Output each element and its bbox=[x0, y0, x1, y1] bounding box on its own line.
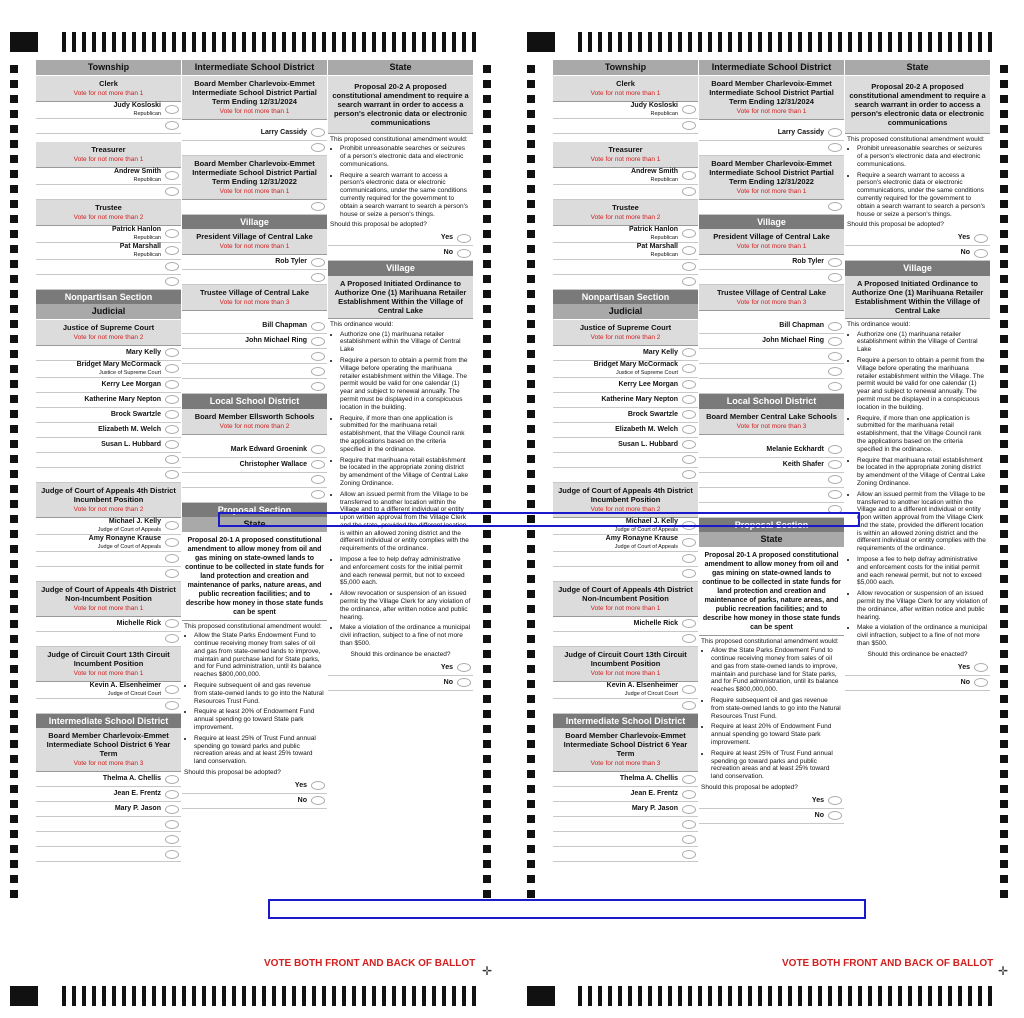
write-in-row[interactable] bbox=[36, 847, 181, 862]
write-in-row[interactable] bbox=[699, 200, 844, 215]
proposal-20-1-title: Proposal 20-1 A proposed constitutional amendment to allow money from oil and gas mining on state-owned lands to continue to be collected in state funds for land protection and creation and maintenance of parks, nature areas, and public recreation facilities; and to describe how money in those state funds can be spent bbox=[182, 533, 327, 621]
candidate-row[interactable]: Jean E. Frentz bbox=[36, 787, 181, 802]
write-in-row[interactable] bbox=[182, 364, 327, 379]
candidate-row[interactable]: Larry Cassidy bbox=[182, 126, 327, 141]
vote-oval[interactable] bbox=[165, 395, 179, 404]
local-school-header: Local School District bbox=[182, 394, 327, 409]
vote-oval[interactable] bbox=[165, 246, 179, 255]
vote-oval[interactable] bbox=[311, 781, 325, 790]
vote-oval[interactable] bbox=[682, 790, 696, 799]
vote-oval[interactable] bbox=[165, 554, 179, 563]
write-in-row[interactable] bbox=[699, 270, 844, 285]
candidate-row[interactable]: Judy Kosloski Republican bbox=[36, 102, 181, 119]
write-in-row[interactable] bbox=[553, 632, 698, 647]
state-header: State bbox=[328, 60, 473, 76]
write-in-row[interactable] bbox=[553, 275, 698, 290]
side-marks-mid-left bbox=[483, 65, 491, 898]
appeals-incumbent-office: Judge of Court of Appeals 4th District Incumbent Position Vote for not more than 2 bbox=[36, 483, 181, 518]
corner-mark bbox=[10, 986, 38, 1006]
candidate-row[interactable]: Michael J. Kelly Judge of Court of Appeals bbox=[36, 518, 181, 535]
candidate-row[interactable]: Katherine Mary Nepton bbox=[553, 393, 698, 408]
candidate-row[interactable]: John Michael Ring bbox=[182, 334, 327, 349]
no-option[interactable]: No bbox=[845, 246, 990, 261]
vote-oval[interactable] bbox=[682, 820, 696, 829]
ordinance-title: A Proposed Initiated Ordinance to Authorize One (1) Marihuana Retailer Establishment Within the Village of Central Lake bbox=[328, 276, 473, 319]
president-office: President Village of Central Lake Vote for not more than 1 bbox=[699, 229, 844, 255]
justice-office: Justice of Supreme Court Vote for not more than 2 bbox=[36, 320, 181, 346]
vote-oval[interactable] bbox=[682, 395, 696, 404]
vote-oval[interactable] bbox=[165, 380, 179, 389]
village-header: Village bbox=[328, 261, 473, 276]
write-in-row[interactable] bbox=[553, 552, 698, 567]
vote-oval[interactable] bbox=[682, 425, 696, 434]
vote-oval[interactable] bbox=[828, 352, 842, 361]
vote-oval[interactable] bbox=[828, 337, 842, 346]
candidate-row[interactable]: Patrick Hanlon Republican bbox=[36, 226, 181, 243]
state-header: State bbox=[845, 60, 990, 76]
vote-oval[interactable] bbox=[311, 352, 325, 361]
crosshair-icon: ✛ bbox=[482, 964, 493, 978]
vote-oval[interactable] bbox=[828, 811, 842, 820]
no-option[interactable]: No bbox=[328, 676, 473, 691]
candidate-row[interactable]: Jean E. Frentz bbox=[553, 787, 698, 802]
vote-oval[interactable] bbox=[682, 121, 696, 130]
timing-marks-bottom-right bbox=[578, 986, 992, 1006]
vote-oval[interactable] bbox=[457, 249, 471, 258]
yes-option[interactable]: Yes bbox=[328, 661, 473, 676]
candidate-row[interactable]: Melanie Eckhardt bbox=[699, 443, 844, 458]
isd-column-2 bbox=[699, 60, 844, 824]
candidate-row[interactable]: Mary Kelly bbox=[36, 346, 181, 361]
vote-oval[interactable] bbox=[682, 805, 696, 814]
write-in-row[interactable] bbox=[182, 200, 327, 215]
township-column-2 bbox=[553, 60, 698, 862]
state-header: State bbox=[699, 532, 844, 548]
yes-option[interactable]: Yes bbox=[845, 661, 990, 676]
proposal-section-header: Proposal Section bbox=[182, 503, 327, 518]
vote-oval[interactable] bbox=[311, 460, 325, 469]
write-in-row[interactable] bbox=[553, 847, 698, 862]
vote-oval[interactable] bbox=[828, 445, 842, 454]
vote-oval[interactable] bbox=[682, 634, 696, 643]
isd-header: Intermediate School District bbox=[182, 60, 327, 76]
vote-oval[interactable] bbox=[165, 121, 179, 130]
vote-oval[interactable] bbox=[682, 775, 696, 784]
candidate-row[interactable]: Michelle Rick bbox=[553, 617, 698, 632]
ordinance-body: This ordinance would: • Authorize one (1) marihuana retailer establishment within the Village of Central Lake • Require a person to obtain a permit from the Village before operating the marihuana retailer establishment within the Village. The permit would be valid for one calendar (1) year and subject to renewal annually. The permit must be displayed in a conspicuous location in the building. • Require, if more than one application is submitted for the marihuana retail establishment, that the Village Council rank the applications based on the criteria specified in the ordinance. • Require that marihuana retail establishment be located in the appropriate zoning district by amendment of the Village of Central Lake Zoning Ordinance. • Allow an issued permit from the Village to be transferred to another location within the Village and to a different individual or entity upon written approval from the Village Clerk and the state, provided the different location is within an allowed zoning district and the different individual or entity complies with the requirements of the ordinance. • Impose a fee to help defray administrative and enforcement costs for the initial permit and each renewal permit, but not to exceed $5,000 each. • Allow revocation or suspension of an issued permit by the Village Clerk for any violation of the ordinance, after written notice and public hearing. • Make a violation of the ordinance a municipal civil infraction, subject to a fine of not more than $500. Should this ordinance be enacted? bbox=[845, 319, 990, 661]
isd-header: Intermediate School District bbox=[699, 60, 844, 76]
appeals-nonincumbent-office: Judge of Court of Appeals 4th District Non-Incumbent Position Vote for not more than 1 bbox=[36, 582, 181, 617]
highlight-box bbox=[268, 899, 866, 919]
vote-oval[interactable] bbox=[682, 440, 696, 449]
side-marks-mid-right bbox=[527, 65, 535, 898]
vote-oval[interactable] bbox=[682, 105, 696, 114]
write-in-row[interactable] bbox=[699, 349, 844, 364]
vote-oval[interactable] bbox=[828, 460, 842, 469]
candidate-row[interactable]: Rob Tyler bbox=[699, 255, 844, 270]
judicial-header: Judicial bbox=[553, 304, 698, 320]
vote-oval[interactable] bbox=[165, 521, 179, 530]
vote-oval[interactable] bbox=[828, 490, 842, 499]
candidate-row[interactable]: Thelma A. Chellis bbox=[553, 772, 698, 787]
proposal-20-1-body: This proposed constitutional amendment would: • Allow the State Parks Endowment Fund to continue receiving money from sales of oil and gas from state-owned lands to improve, maintain and purchase land for State parks, and for Fund administration, until its balance reaches $800,000,000. • Require subsequent oil and gas revenue from state-owned lands to go into the Natural Resources Trust Fund. • Require at least 20% of Endowment Fund annual spending go toward State park improvement. • Require at least 25% of Trust Fund annual spending go toward parks and public recreation areas and at least 25% toward land conservation. Should this proposal be adopted? bbox=[699, 636, 844, 794]
isd-board-office: Board Member Charlevoix-Emmet Intermediate School District 6 Year Term Vote for not more than 3 bbox=[36, 728, 181, 772]
vote-oval[interactable] bbox=[682, 277, 696, 286]
candidate-row[interactable]: Bridget Mary McCormack Justice of Supreme Court bbox=[36, 361, 181, 378]
write-in-row[interactable] bbox=[36, 275, 181, 290]
candidate-row[interactable]: Thelma A. Chellis bbox=[36, 772, 181, 787]
corner-mark bbox=[527, 986, 555, 1006]
write-in-row[interactable] bbox=[553, 260, 698, 275]
write-in-row[interactable] bbox=[699, 473, 844, 488]
write-in-row[interactable] bbox=[699, 379, 844, 394]
isd-board-2024-office: Board Member Charlevoix-Emmet Intermediate School District Partial Term Ending 12/31/2024 Vote for not more than 1 bbox=[182, 76, 327, 120]
vote-oval[interactable] bbox=[165, 455, 179, 464]
isd-board-office: Board Member Charlevoix-Emmet Intermediate School District 6 Year Term Vote for not more than 3 bbox=[553, 728, 698, 772]
state-header: State bbox=[182, 517, 327, 533]
candidate-row[interactable]: Kerry Lee Morgan bbox=[36, 378, 181, 393]
vote-oval[interactable] bbox=[311, 322, 325, 331]
candidate-row[interactable]: Kerry Lee Morgan bbox=[553, 378, 698, 393]
vote-oval[interactable] bbox=[311, 445, 325, 454]
candidate-row[interactable]: Michael J. Kelly Judge of Court of Appeals bbox=[553, 518, 698, 535]
vote-oval[interactable] bbox=[828, 202, 842, 211]
vote-oval[interactable] bbox=[165, 410, 179, 419]
candidate-row[interactable]: Susan L. Hubbard bbox=[36, 438, 181, 453]
vote-oval[interactable] bbox=[165, 277, 179, 286]
no-option[interactable]: No bbox=[845, 676, 990, 691]
write-in-row[interactable] bbox=[553, 119, 698, 134]
vote-oval[interactable] bbox=[311, 337, 325, 346]
write-in-row[interactable] bbox=[553, 468, 698, 483]
clerk-office: Clerk Vote for not more than 1 bbox=[553, 76, 698, 102]
village-header: Village bbox=[699, 215, 844, 230]
candidate-row[interactable]: Amy Ronayne Krause Judge of Court of Appeals bbox=[553, 535, 698, 552]
vote-oval[interactable] bbox=[682, 685, 696, 694]
trustee-office: Trustee Vote for not more than 2 bbox=[553, 200, 698, 226]
write-in-row[interactable] bbox=[36, 185, 181, 200]
footer-instruction: VOTE BOTH FRONT AND BACK OF BALLOT bbox=[264, 958, 476, 969]
clerk-office: Clerk Vote for not more than 1 bbox=[36, 76, 181, 102]
write-in-row[interactable] bbox=[699, 364, 844, 379]
candidate-row[interactable]: Pat Marshall Republican bbox=[553, 243, 698, 260]
candidate-row[interactable]: Amy Ronayne Krause Judge of Court of Appeals bbox=[36, 535, 181, 552]
vote-oval[interactable] bbox=[165, 619, 179, 628]
yes-option[interactable]: Yes bbox=[328, 231, 473, 246]
vote-oval[interactable] bbox=[165, 775, 179, 784]
vote-oval[interactable] bbox=[311, 258, 325, 267]
vote-oval[interactable] bbox=[165, 569, 179, 578]
write-in-row[interactable] bbox=[553, 699, 698, 714]
candidate-row[interactable]: Mary P. Jason bbox=[36, 802, 181, 817]
candidate-row[interactable]: Rob Tyler bbox=[182, 255, 327, 270]
vote-oval[interactable] bbox=[311, 143, 325, 152]
vote-oval[interactable] bbox=[828, 258, 842, 267]
candidate-row[interactable]: Mark Edward Groenink bbox=[182, 443, 327, 458]
candidate-row[interactable]: Mary P. Jason bbox=[553, 802, 698, 817]
township-header: Township bbox=[553, 60, 698, 76]
isd-section-header: Intermediate School District bbox=[36, 714, 181, 729]
isd-board-2022-office: Board Member Charlevoix-Emmet Intermediate School District Partial Term Ending 12/31/2022 Vote for not more than 1 bbox=[699, 156, 844, 200]
write-in-row[interactable] bbox=[553, 567, 698, 582]
vote-oval[interactable] bbox=[682, 619, 696, 628]
local-school-header: Local School District bbox=[699, 394, 844, 409]
crosshair-icon: ✛ bbox=[998, 964, 1009, 978]
write-in-row[interactable] bbox=[36, 699, 181, 714]
vote-oval[interactable] bbox=[165, 701, 179, 710]
yes-option[interactable]: Yes bbox=[182, 779, 327, 794]
vote-oval[interactable] bbox=[457, 663, 471, 672]
write-in-row[interactable] bbox=[36, 632, 181, 647]
nonpartisan-section-header: Nonpartisan Section bbox=[36, 290, 181, 305]
vote-oval[interactable] bbox=[682, 262, 696, 271]
vote-oval[interactable] bbox=[165, 187, 179, 196]
candidate-row[interactable]: Katherine Mary Nepton bbox=[36, 393, 181, 408]
village-trustee-office: Trustee Village of Central Lake Vote for not more than 3 bbox=[182, 285, 327, 311]
write-in-row[interactable] bbox=[182, 379, 327, 394]
vote-oval[interactable] bbox=[682, 229, 696, 238]
vote-oval[interactable] bbox=[311, 367, 325, 376]
vote-oval[interactable] bbox=[828, 143, 842, 152]
appeals-nonincumbent-office: Judge of Court of Appeals 4th District Non-Incumbent Position Vote for not more than 1 bbox=[553, 582, 698, 617]
no-option[interactable]: No bbox=[328, 246, 473, 261]
corner-mark bbox=[527, 32, 555, 52]
proposal-20-2-body: This proposed constitutional amendment would: • Prohibit unreasonable searches or seizures of a person's electronic data and electronic communications. • Require a search warrant to access a person's electronic data or electronic communications, under the same conditions currently required for the government to obtain a search warrant to search a person's house or seize a person's things. Should this proposal be adopted? bbox=[845, 134, 990, 232]
timing-marks-top-right bbox=[578, 32, 992, 52]
judicial-header: Judicial bbox=[36, 304, 181, 320]
candidate-row[interactable]: Susan L. Hubbard bbox=[553, 438, 698, 453]
vote-oval[interactable] bbox=[682, 538, 696, 547]
village-header: Village bbox=[182, 215, 327, 230]
write-in-row[interactable] bbox=[553, 832, 698, 847]
vote-oval[interactable] bbox=[828, 382, 842, 391]
no-option[interactable]: No bbox=[699, 809, 844, 824]
candidate-row[interactable]: Brock Swartzle bbox=[553, 408, 698, 423]
highlight-box bbox=[218, 512, 860, 527]
vote-oval[interactable] bbox=[682, 410, 696, 419]
candidate-row[interactable]: Mary Kelly bbox=[553, 346, 698, 361]
write-in-row[interactable] bbox=[182, 349, 327, 364]
vote-oval[interactable] bbox=[165, 470, 179, 479]
vote-oval[interactable] bbox=[165, 171, 179, 180]
vote-oval[interactable] bbox=[682, 470, 696, 479]
vote-oval[interactable] bbox=[828, 128, 842, 137]
president-office: President Village of Central Lake Vote for not more than 1 bbox=[182, 229, 327, 255]
proposal-20-1-title: Proposal 20-1 A proposed constitutional amendment to allow money from oil and gas mining on state-owned lands to continue to be collected in state funds for land protection and creation and maintenance of parks, nature areas, and public recreation facilities; and to describe how money in those state funds can be spent bbox=[699, 548, 844, 636]
candidate-row[interactable]: Bridget Mary McCormack Justice of Supreme Court bbox=[553, 361, 698, 378]
vote-oval[interactable] bbox=[457, 234, 471, 243]
vote-oval[interactable] bbox=[682, 187, 696, 196]
no-option[interactable]: No bbox=[182, 794, 327, 809]
vote-oval[interactable] bbox=[682, 569, 696, 578]
isd-column bbox=[182, 60, 327, 809]
write-in-row[interactable] bbox=[36, 567, 181, 582]
write-in-row[interactable] bbox=[36, 552, 181, 567]
vote-oval[interactable] bbox=[165, 820, 179, 829]
timing-marks-bottom-left bbox=[62, 986, 476, 1006]
proposal-20-1-body: This proposed constitutional amendment would: • Allow the State Parks Endowment Fund to continue receiving money from sales of oil and gas from state-owned lands to improve, maintain and purchase land for State parks, and for Fund administration, until its balance reaches $800,000,000. • Require subsequent oil and gas revenue from state-owned lands to go into the Natural Resources Trust Fund. • Require at least 20% of Endowment Fund annual spending go toward State park improvement. • Require at least 25% of Trust Fund annual spending go toward parks and public recreation areas and at least 25% toward land conservation. Should this proposal be adopted? bbox=[182, 621, 327, 779]
vote-oval[interactable] bbox=[165, 835, 179, 844]
vote-oval[interactable] bbox=[682, 348, 696, 357]
vote-oval[interactable] bbox=[682, 701, 696, 710]
vote-oval[interactable] bbox=[165, 790, 179, 799]
school-board-office: Board Member Central Lake Schools Vote for not more than 3 bbox=[699, 409, 844, 435]
candidate-row[interactable]: Patrick Hanlon Republican bbox=[553, 226, 698, 243]
proposal-20-2-title: Proposal 20-2 A proposed constitutional amendment to require a search warrant in order to access a person's electronic data or electronic communications bbox=[845, 76, 990, 134]
vote-oval[interactable] bbox=[311, 490, 325, 499]
vote-oval[interactable] bbox=[974, 678, 988, 687]
state-column-2 bbox=[845, 60, 990, 691]
township-header: Township bbox=[36, 60, 181, 76]
proposal-section-header: Proposal Section bbox=[699, 518, 844, 533]
vote-oval[interactable] bbox=[682, 171, 696, 180]
vote-oval[interactable] bbox=[311, 128, 325, 137]
candidate-row[interactable]: Andrew Smith Republican bbox=[36, 168, 181, 185]
write-in-row[interactable] bbox=[553, 453, 698, 468]
vote-oval[interactable] bbox=[828, 273, 842, 282]
write-in-row[interactable] bbox=[36, 817, 181, 832]
candidate-row[interactable]: Brock Swartzle bbox=[36, 408, 181, 423]
write-in-row[interactable] bbox=[182, 473, 327, 488]
isd-section-header: Intermediate School District bbox=[553, 714, 698, 729]
vote-oval[interactable] bbox=[165, 105, 179, 114]
yes-option[interactable]: Yes bbox=[845, 231, 990, 246]
vote-oval[interactable] bbox=[165, 850, 179, 859]
circuit-office: Judge of Circuit Court 13th Circuit Incumbent Position Vote for not more than 1 bbox=[36, 647, 181, 682]
vote-oval[interactable] bbox=[682, 246, 696, 255]
school-board-office: Board Member Ellsworth Schools Vote for not more than 2 bbox=[182, 409, 327, 435]
vote-oval[interactable] bbox=[974, 234, 988, 243]
candidate-row[interactable]: Keith Shafer bbox=[699, 458, 844, 473]
vote-oval[interactable] bbox=[311, 382, 325, 391]
write-in-row[interactable] bbox=[36, 468, 181, 483]
vote-oval[interactable] bbox=[828, 475, 842, 484]
corner-mark bbox=[10, 32, 38, 52]
vote-oval[interactable] bbox=[165, 805, 179, 814]
candidate-row[interactable]: Judy Kosloski Republican bbox=[553, 102, 698, 119]
write-in-row[interactable] bbox=[182, 488, 327, 503]
vote-oval[interactable] bbox=[828, 796, 842, 805]
candidate-row[interactable]: Kevin A. Elsenheimer Judge of Circuit Court bbox=[553, 682, 698, 699]
ordinance-body: This ordinance would: • Authorize one (1) marihuana retailer establishment within the Village of Central Lake • Require a person to obtain a permit from the Village before operating the marihuana retailer establishment within the Village. The permit would be valid for one calendar (1) year and subject to renewal annually. The permit must be displayed in a conspicuous location in the building. • Require, if more than one application is submitted for the marihuana retail establishment, that the Village Council rank the applications based on the criteria specified in the ordinance. • Require that marihuana retail establishment be located in the appropriate zoning district by amendment of the Village of Central Lake Zoning Ordinance. • Allow an issued permit from the Village to be transferred to another location within the Village and to a different individual or entity upon written approval from the Village Clerk and the state, provided the different location is within an allowed zoning district and the different individual or entity complies with the requirements of the ordinance. • Impose a fee to help defray administrative and enforcement costs for the initial permit and each renewal permit, but not to exceed $5,000 each. • Allow revocation or suspension of an issued permit by the Village Clerk for any violation of the ordinance, after written notice and public hearing. • Make a violation of the ordinance a municipal civil infraction, subject to a fine of not more than $500. Should this ordinance be enacted? bbox=[328, 319, 473, 661]
vote-oval[interactable] bbox=[682, 850, 696, 859]
candidate-row[interactable]: Christopher Wallace bbox=[182, 458, 327, 473]
write-in-row[interactable] bbox=[182, 141, 327, 156]
vote-oval[interactable] bbox=[974, 663, 988, 672]
village-header: Village bbox=[845, 261, 990, 276]
vote-oval[interactable] bbox=[457, 678, 471, 687]
write-in-row[interactable] bbox=[553, 817, 698, 832]
vote-oval[interactable] bbox=[682, 554, 696, 563]
write-in-row[interactable] bbox=[553, 185, 698, 200]
candidate-row[interactable]: Pat Marshall Republican bbox=[36, 243, 181, 260]
candidate-row[interactable]: Andrew Smith Republican bbox=[553, 168, 698, 185]
vote-oval[interactable] bbox=[165, 348, 179, 357]
footer-instruction: VOTE BOTH FRONT AND BACK OF BALLOT bbox=[782, 958, 994, 969]
side-marks-right bbox=[1000, 65, 1008, 898]
vote-oval[interactable] bbox=[165, 538, 179, 547]
write-in-row[interactable] bbox=[699, 488, 844, 503]
side-marks-left bbox=[10, 65, 18, 898]
justice-office: Justice of Supreme Court Vote for not more than 2 bbox=[553, 320, 698, 346]
candidate-row[interactable]: Elizabeth M. Welch bbox=[553, 423, 698, 438]
vote-oval[interactable] bbox=[682, 380, 696, 389]
state-column bbox=[328, 60, 473, 691]
proposal-20-2-body: This proposed constitutional amendment would: • Prohibit unreasonable searches or seizures of a person's electronic data and electronic communications. • Require a search warrant to access a person's electronic data or electronic communications, under the same conditions currently required for the government to obtain a search warrant to search a person's house or seize a person's things. Should this proposal be adopted? bbox=[328, 134, 473, 232]
vote-oval[interactable] bbox=[165, 634, 179, 643]
write-in-row[interactable] bbox=[36, 453, 181, 468]
isd-board-2024-office: Board Member Charlevoix-Emmet Intermediate School District Partial Term Ending 12/31/2024 Vote for not more than 1 bbox=[699, 76, 844, 120]
treasurer-office: Treasurer Vote for not more than 1 bbox=[553, 142, 698, 168]
write-in-row[interactable] bbox=[36, 119, 181, 134]
candidate-row[interactable]: John Michael Ring bbox=[699, 334, 844, 349]
proposal-20-2-title: Proposal 20-2 A proposed constitutional amendment to require a search warrant in order to access a person's electronic data or electronic communications bbox=[328, 76, 473, 134]
candidate-row[interactable]: Larry Cassidy bbox=[699, 126, 844, 141]
candidate-row[interactable]: Kevin A. Elsenheimer Judge of Circuit Court bbox=[36, 682, 181, 699]
candidate-row[interactable]: Bill Chapman bbox=[699, 319, 844, 334]
vote-oval[interactable] bbox=[165, 364, 179, 373]
vote-oval[interactable] bbox=[682, 835, 696, 844]
treasurer-office: Treasurer Vote for not more than 1 bbox=[36, 142, 181, 168]
candidate-row[interactable]: Bill Chapman bbox=[182, 319, 327, 334]
vote-oval[interactable] bbox=[828, 367, 842, 376]
vote-oval[interactable] bbox=[311, 273, 325, 282]
vote-oval[interactable] bbox=[682, 455, 696, 464]
vote-oval[interactable] bbox=[311, 475, 325, 484]
vote-oval[interactable] bbox=[165, 262, 179, 271]
appeals-incumbent-office: Judge of Court of Appeals 4th District Incumbent Position Vote for not more than 2 bbox=[553, 483, 698, 518]
write-in-row[interactable] bbox=[699, 141, 844, 156]
candidate-row[interactable]: Michelle Rick bbox=[36, 617, 181, 632]
village-trustee-office: Trustee Village of Central Lake Vote for not more than 3 bbox=[699, 285, 844, 311]
nonpartisan-section-header: Nonpartisan Section bbox=[553, 290, 698, 305]
yes-option[interactable]: Yes bbox=[699, 794, 844, 809]
vote-oval[interactable] bbox=[682, 364, 696, 373]
ordinance-title: A Proposed Initiated Ordinance to Authorize One (1) Marihuana Retailer Establishment Within the Village of Central Lake bbox=[845, 276, 990, 319]
township-column bbox=[36, 60, 181, 862]
write-in-row[interactable] bbox=[36, 260, 181, 275]
timing-marks-top-left bbox=[62, 32, 476, 52]
vote-oval[interactable] bbox=[828, 322, 842, 331]
write-in-row[interactable] bbox=[36, 832, 181, 847]
write-in-row[interactable] bbox=[182, 270, 327, 285]
vote-oval[interactable] bbox=[165, 440, 179, 449]
vote-oval[interactable] bbox=[311, 796, 325, 805]
vote-oval[interactable] bbox=[165, 229, 179, 238]
vote-oval[interactable] bbox=[974, 249, 988, 258]
circuit-office: Judge of Circuit Court 13th Circuit Incumbent Position Vote for not more than 1 bbox=[553, 647, 698, 682]
vote-oval[interactable] bbox=[165, 685, 179, 694]
vote-oval[interactable] bbox=[165, 425, 179, 434]
isd-board-2022-office: Board Member Charlevoix-Emmet Intermediate School District Partial Term Ending 12/31/2022 Vote for not more than 1 bbox=[182, 156, 327, 200]
vote-oval[interactable] bbox=[311, 202, 325, 211]
trustee-office: Trustee Vote for not more than 2 bbox=[36, 200, 181, 226]
candidate-row[interactable]: Elizabeth M. Welch bbox=[36, 423, 181, 438]
